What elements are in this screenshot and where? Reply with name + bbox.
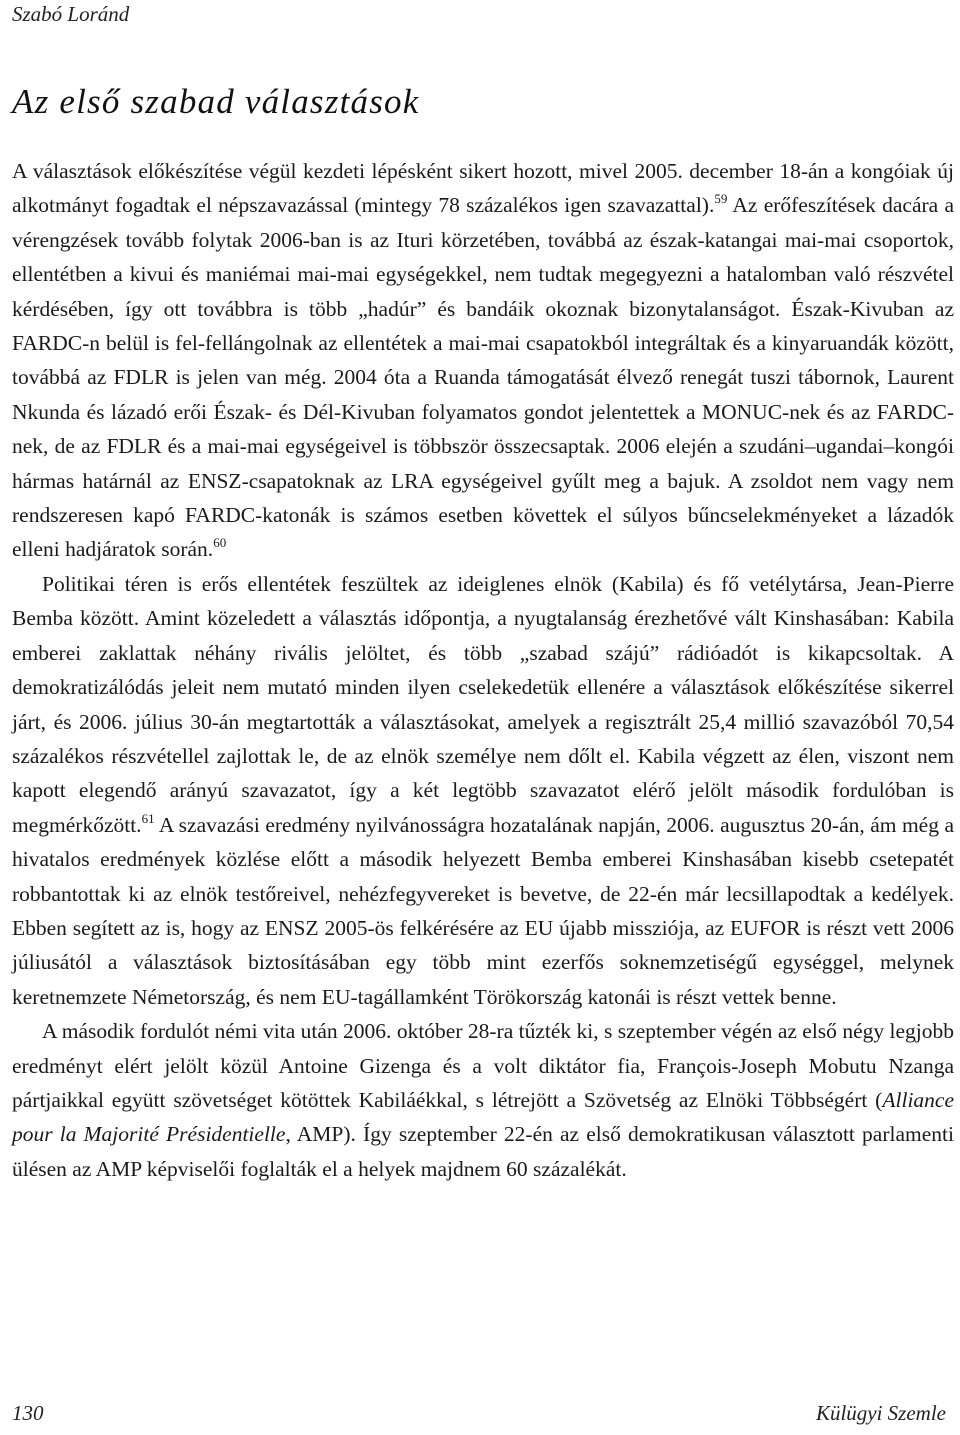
paragraph-2-text-b: A szavazási eredmény nyilvánosságra hozatalának napján, 2006. augusztus 20-án, ám még a hivatalos eredmények közlése előtt a második helyezett Bemba emberei Kinshasában kisebb csetepatét robbantottak ki az elnök testőreivel, nehézfegyvereket is bevetve, de 22-én már lecsillapodtak a kedélyek. Ebben segített az is, hogy az ENSZ 2005-ös felkérésére az EU újabb missziója, az EUFOR is részt vett 2006 júliusától a választások biztosításában egy több mint ezerfős soknemzetiségű egységgel, melynek keretnemzete Németország, és nem EU-tagállamként Törökország katonái is részt vettek benne. bbox=[12, 812, 954, 1009]
journal-name: Külügyi Szemle bbox=[815, 1401, 946, 1425]
page-number: 130 bbox=[12, 1401, 44, 1425]
paragraph-3 bbox=[12, 1014, 954, 1186]
section-title: Az első szabad választások bbox=[12, 82, 420, 121]
paragraph-1-text-b: Az erőfeszítések dacára a vérengzések tovább folytak 2006-ban is az Ituri körzetében, továbbá az észak-katangai mai-mai csoportok, ellentétben a kivui és maniémai mai-mai egységekkel, nem tudtak megegyezni a hatalomban való részvétel kérdésében, így ott továbbra is több „hadúr” és bandáik okoznak bizonytalanságot. Észak-Kivuban az FARDC-n belül is fel-fellángolnak az ellentétek a mai-mai csapatokból integráltak és a kinyaruandák között, továbbá az FDLR is jelen van még. 2004 óta a Ruanda támogatását élvező renegát tuszi tábornok, Laurent Nkunda és lázadó erői Észak- és Dél-Kivuban folyamatos gondot jelentettek a MONUC-nek és az FARDC-nek, de az FDLR és a mai-mai egységeivel is többször összecsaptak. 2006 elején a szudáni–ugandai–kongói hármas határnál az ENSZ-csapatoknak az LRA egységeivel gyűlt meg a bajuk. A zsoldot nem vagy nem rendszeresen kapó FARDC-katonák is számos esetben követtek el súlyos bűncselekményeket a lázadók elleni hadjáratok során. bbox=[12, 193, 954, 562]
running-head-author: Szabó Loránd bbox=[12, 2, 130, 26]
paragraph-3-text-b: , AMP). Így szeptember 22-én az első demokratikusan választott parlamenti ülésen az AMP képviselői foglalták el a helyek majdnem 60 százalékát. bbox=[12, 1122, 954, 1181]
paragraph-2 bbox=[12, 567, 954, 1014]
paragraph-3-text-a: A második fordulót némi vita után 2006. október 28-ra tűzték ki, s szeptember végén az első négy legjobb eredményt elért jelölt közül Antoine Gizenga és a volt diktátor fia, François-Joseph Mobutu Nzanga pártjaikkal együtt szövetséget kötöttek Kabiláékkal, s létrejött a Szövetség az Elnöki Többségért ( bbox=[12, 1019, 954, 1112]
paragraph-3-italic-name: Alliance pour la Majorité Présidentielle bbox=[12, 1087, 954, 1147]
article-body bbox=[12, 154, 954, 1186]
paragraph-2-text-a: Politikai téren is erős ellentétek feszültek az ideiglenes elnök (Kabila) és fő vetélytársa, Jean-Pierre Bemba között. Amint közeledett a választás időpontja, a nyugtalanság érezhetővé vált Kinshasában: Kabila emberei zaklattak néhány rivális jelöltet, és több „szabad szájú” rádióadót is kikapcsoltak. A demokratizálódás jeleit nem mutató minden ilyen cselekedetük ellenére a választások előkészítése sikerrel járt, és 2006. július 30-án megtartották a választásokat, amelyek a regisztrált 25,4 millió szavazóból 70,54 százalékos részvétellel zajlottak le, de az elnök személye nem dőlt el. Kabila végzett az élen, viszont nem kapott elegendő arányú szavazatot, így a két legtöbb szavazatot elérő jelölt második fordulóban is megmérkőzött. bbox=[12, 571, 954, 837]
footnote-ref-59: 59 bbox=[714, 191, 728, 207]
footnote-ref-60: 60 bbox=[213, 535, 227, 551]
paragraph-1-text-a: A választások előkészítése végül kezdeti lépésként sikert hozott, mivel 2005. december 18-án a kongóiak új alkotmányt fogadtak el népszavazással (mintegy 78 százalékos igen szavazattal). bbox=[12, 159, 954, 218]
page-footer bbox=[12, 1401, 946, 1426]
paragraph-1 bbox=[12, 154, 954, 567]
footnote-ref-61: 61 bbox=[141, 810, 155, 826]
